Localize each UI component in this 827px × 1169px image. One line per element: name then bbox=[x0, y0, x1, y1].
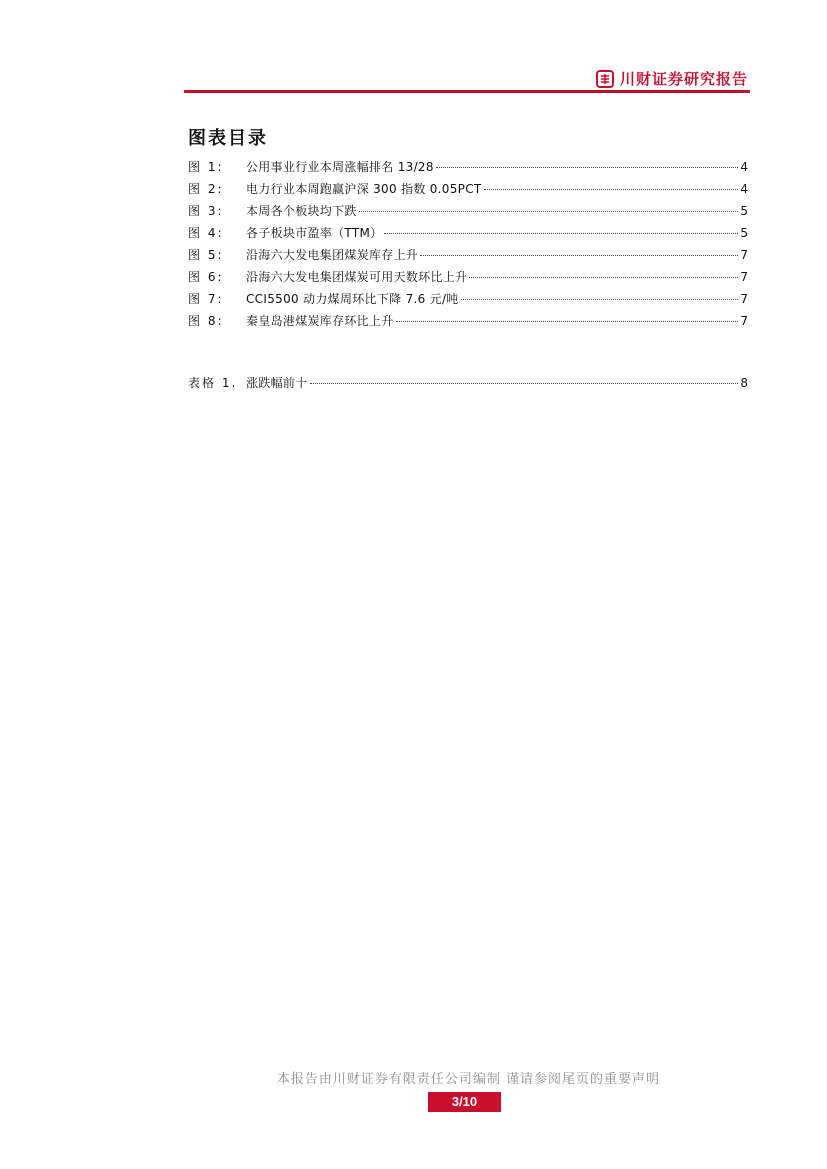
entry-page: 4 bbox=[740, 160, 748, 174]
entry-label: 图 3: bbox=[188, 204, 224, 218]
toc-entry[interactable] bbox=[188, 312, 748, 334]
entry-page: 4 bbox=[740, 182, 748, 196]
entry-title: 秦皇岛港煤炭库存环比上升 bbox=[246, 314, 394, 328]
entry-label: 图 7: bbox=[188, 292, 224, 306]
entry-page: 5 bbox=[740, 226, 748, 240]
dot-leader bbox=[420, 255, 738, 256]
toc-entry[interactable] bbox=[188, 268, 748, 290]
entry-title: CCI5500 动力煤周环比下降 7.6 元/吨 bbox=[246, 292, 459, 306]
dot-leader bbox=[384, 233, 738, 234]
footer-disclaimer: 本报告由川财证券有限责任公司编制 谨请参阅尾页的重要声明 bbox=[276, 1072, 661, 1087]
header-divider bbox=[184, 90, 750, 93]
toc-entry[interactable] bbox=[188, 374, 748, 396]
dot-leader bbox=[484, 189, 739, 190]
entry-page: 7 bbox=[740, 292, 748, 306]
entry-label: 图 8: bbox=[188, 314, 224, 328]
dot-leader bbox=[461, 299, 739, 300]
toc-entry[interactable] bbox=[188, 246, 748, 268]
entry-title: 电力行业本周跑赢沪深 300 指数 0.05PCT bbox=[246, 182, 482, 196]
entry-title: 沿海六大发电集团煤炭库存上升 bbox=[246, 248, 419, 262]
dot-leader bbox=[359, 211, 739, 212]
toc-entry[interactable] bbox=[188, 158, 748, 180]
entry-label: 图 2: bbox=[188, 182, 224, 196]
dot-leader bbox=[310, 383, 739, 384]
toc-title: 图表目录 bbox=[188, 128, 268, 149]
dot-leader bbox=[436, 167, 739, 168]
brand-name: 川财证券研究报告 bbox=[619, 70, 748, 88]
entry-page: 5 bbox=[740, 204, 748, 218]
entry-page: 7 bbox=[740, 314, 748, 328]
entry-label: 图 4: bbox=[188, 226, 224, 240]
entry-label: 表格 1. bbox=[188, 376, 238, 390]
entry-label: 图 5: bbox=[188, 248, 224, 262]
page-header bbox=[184, 64, 750, 94]
entry-label: 图 6: bbox=[188, 270, 224, 284]
toc-entry[interactable] bbox=[188, 290, 748, 312]
entry-title: 各子板块市盈率（TTM） bbox=[246, 226, 383, 240]
entry-page: 7 bbox=[740, 248, 748, 262]
entry-title: 涨跌幅前十 bbox=[246, 376, 308, 390]
toc-entry[interactable] bbox=[188, 202, 748, 224]
toc-entry[interactable] bbox=[188, 224, 748, 246]
page-number: 3/10 bbox=[428, 1092, 501, 1112]
toc-entry[interactable] bbox=[188, 180, 748, 202]
dot-leader bbox=[469, 277, 738, 278]
entry-title: 沿海六大发电集团煤炭可用天数环比上升 bbox=[246, 270, 468, 284]
entry-page: 8 bbox=[740, 376, 748, 390]
entry-label: 图 1: bbox=[188, 160, 224, 174]
dot-leader bbox=[396, 321, 739, 322]
entry-title: 公用事业行业本周涨幅排名 13/28 bbox=[246, 160, 434, 174]
entry-title: 本周各个板块均下跌 bbox=[246, 204, 357, 218]
brand bbox=[596, 68, 748, 89]
table-list bbox=[188, 374, 748, 396]
chuancai-logo-icon bbox=[596, 70, 614, 88]
entry-page: 7 bbox=[740, 270, 748, 284]
figure-list bbox=[188, 158, 748, 334]
